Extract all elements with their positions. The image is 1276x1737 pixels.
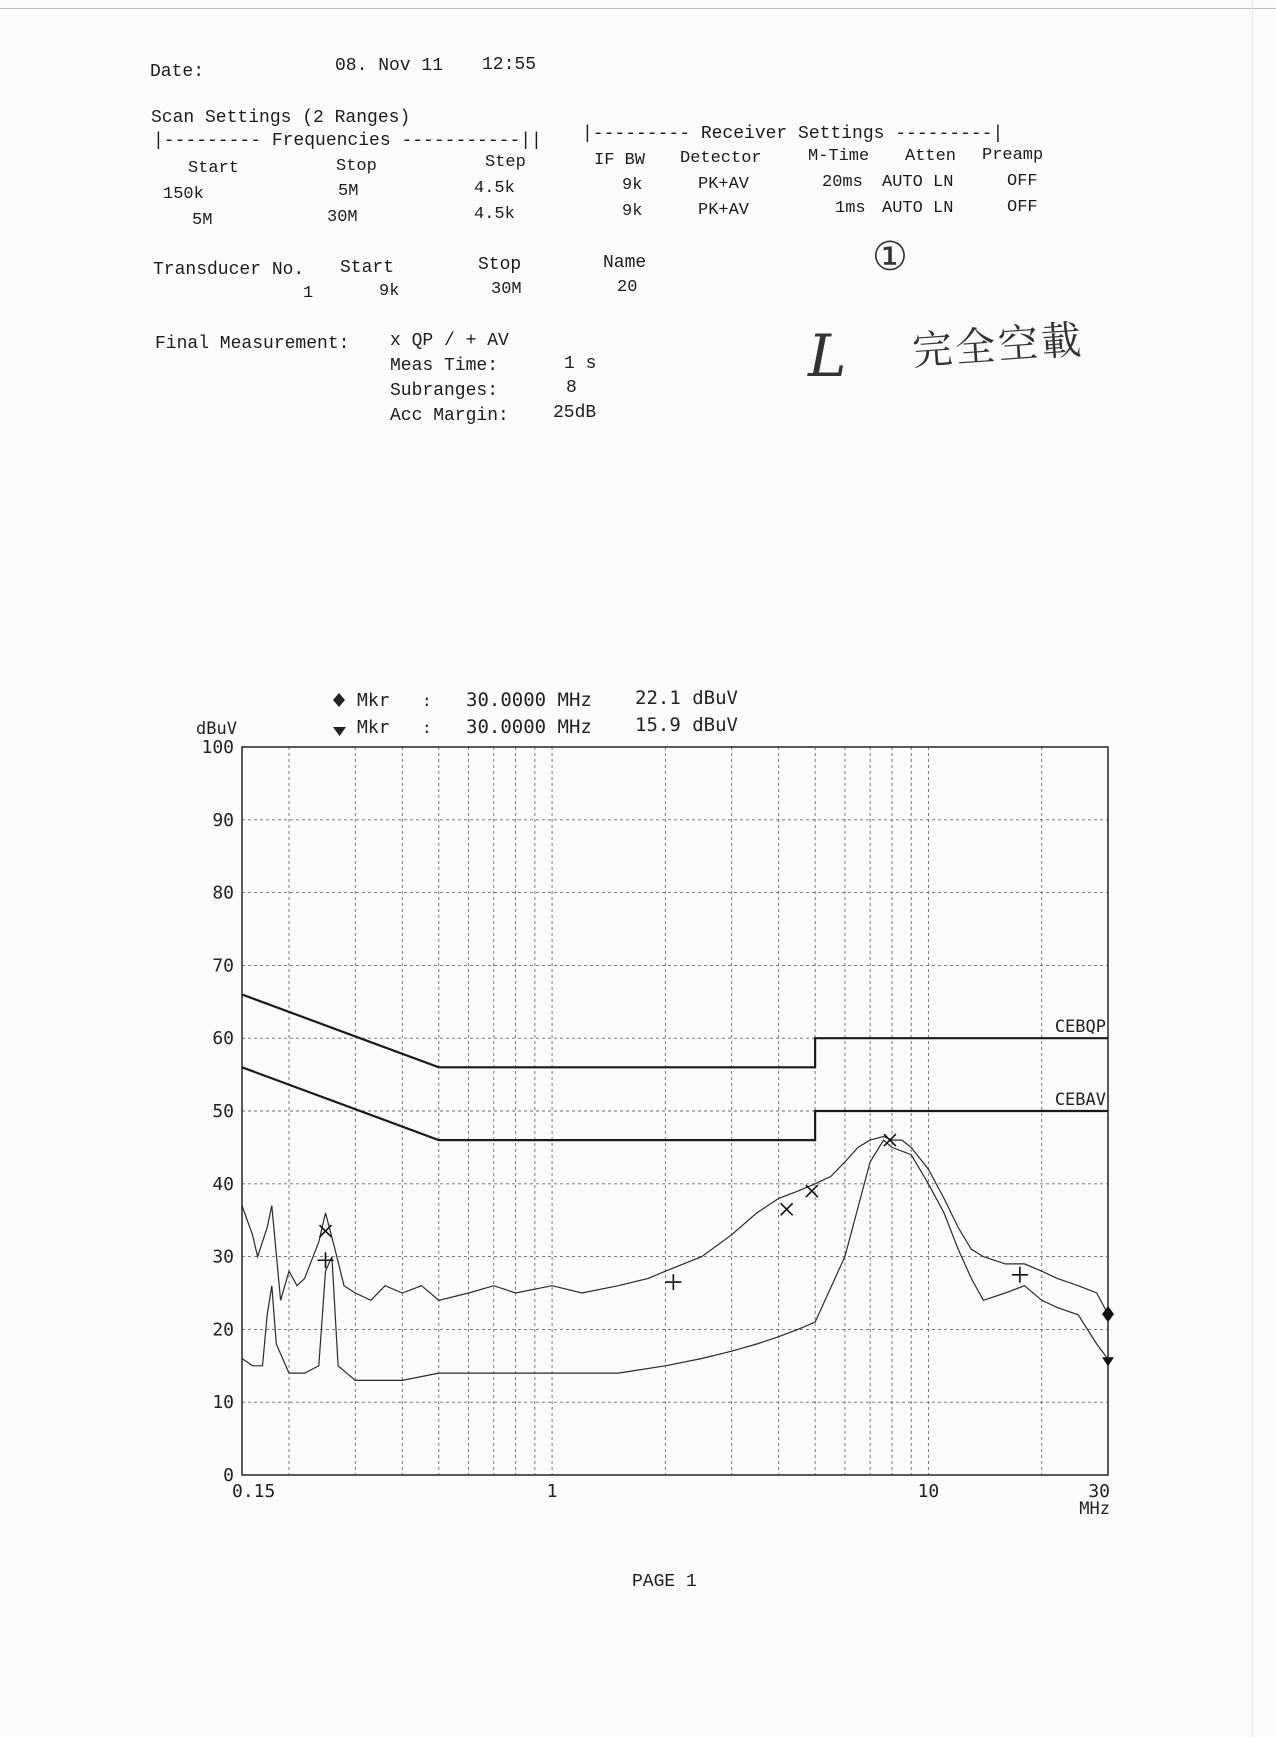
y-tick-label: 80 <box>212 882 234 904</box>
x-tick-label: 0.15 <box>232 1481 276 1502</box>
marker-readout-1 <box>333 687 738 711</box>
row2-step: 4.5k <box>474 205 515 224</box>
x-tick-label: 30 <box>1088 1481 1110 1502</box>
marker-1-freq: 30.0000 MHz <box>466 689 592 711</box>
transducer-no-value: 1 <box>303 284 314 303</box>
frequencies-banner: |--------- Frequencies -----------|| <box>153 131 542 151</box>
transducer-stop-value: 30M <box>491 280 522 299</box>
col-start-header: Start <box>188 159 240 178</box>
page-number: PAGE 1 <box>632 1572 697 1592</box>
trace-series <box>242 1137 1108 1381</box>
row2-atten: AUTO LN <box>882 199 954 218</box>
meas-time-value: 1 s <box>564 354 597 374</box>
measurement-markers <box>317 1134 1114 1366</box>
transducer-stop-header: Stop <box>478 255 522 275</box>
transducer-name-value: 20 <box>617 278 638 297</box>
acc-margin-label: Acc Margin: <box>390 406 509 426</box>
acc-margin-value: 25dB <box>553 403 597 423</box>
col-stop-header: Stop <box>336 157 377 176</box>
col-preamp-header: Preamp <box>982 146 1044 165</box>
row1-mtime: 20ms <box>822 173 863 192</box>
axis-ticks <box>201 737 1110 1502</box>
qp-marker-x <box>806 1185 818 1197</box>
triangle-down-filled-icon <box>1102 1357 1114 1366</box>
y-tick-label: 10 <box>212 1392 234 1414</box>
marker-2-sep: : <box>422 718 432 737</box>
y-tick-label: 90 <box>212 809 234 831</box>
col-detector-header: Detector <box>680 149 762 168</box>
transducer-no-header: Transducer No. <box>153 260 305 280</box>
marker-2-level: 15.9 dBuV <box>635 714 738 736</box>
subranges-value: 8 <box>566 378 577 398</box>
handwritten-line-label: L <box>808 322 847 390</box>
av-marker-plus <box>665 1274 681 1290</box>
handwritten-note: 完全空載 <box>910 317 1086 375</box>
col-mtime-header: M-Time <box>808 147 870 166</box>
y-tick-label: 50 <box>212 1101 234 1122</box>
subranges-label: Subranges: <box>390 381 499 401</box>
marker-1-level: 22.1 dBuV <box>635 687 738 709</box>
scan-settings-title: Scan Settings (2 Ranges) <box>151 108 411 128</box>
trace-average <box>242 1140 1108 1380</box>
y-tick-label: 100 <box>201 737 234 758</box>
marker-1-label: Mkr <box>357 690 390 711</box>
row1-atten: AUTO LN <box>882 173 954 192</box>
handwritten-circled-one: ① <box>872 234 908 280</box>
y-tick-label: 70 <box>212 955 234 977</box>
row2-start: 5M <box>192 211 213 230</box>
transducer-name-header: Name <box>603 253 647 273</box>
row1-start: 150k <box>163 185 204 204</box>
row1-step: 4.5k <box>474 179 515 198</box>
x-axis-unit-label: MHz <box>1079 1499 1110 1519</box>
row2-preamp: OFF <box>1007 198 1038 217</box>
y-tick-label: 60 <box>212 1028 234 1050</box>
final-measurement-label: Final Measurement: <box>155 334 350 354</box>
x-tick-label: 1 <box>546 1481 558 1502</box>
receiver-settings-banner: |--------- Receiver Settings ---------| <box>582 124 1004 144</box>
limit-label-cebqp: CEBQP <box>1054 1017 1106 1038</box>
col-step-header: Step <box>485 153 526 172</box>
date-value: 08. Nov 11 <box>335 56 444 76</box>
final-detectors: x QP / + AV <box>390 331 509 351</box>
row2-mtime: 1ms <box>835 199 866 218</box>
row1-stop: 5M <box>338 182 359 201</box>
limit-lines <box>242 995 1108 1141</box>
trace-peak <box>242 1137 1108 1315</box>
marker-1-sep: : <box>422 691 432 710</box>
marker-readout-2 <box>333 714 738 738</box>
col-atten-header: Atten <box>905 147 957 166</box>
y-tick-label: 40 <box>212 1173 234 1195</box>
col-ifbw-header: IF BW <box>594 151 646 170</box>
marker-2-label: Mkr <box>357 717 390 738</box>
y-tick-label: 30 <box>212 1246 234 1268</box>
av-marker-plus <box>1012 1267 1028 1283</box>
meas-time-label: Meas Time: <box>390 356 499 376</box>
y-tick-label: 20 <box>212 1319 234 1341</box>
diamond-filled-icon <box>333 693 345 707</box>
y-tick-label: 0 <box>223 1465 234 1486</box>
date-label: Date: <box>150 62 205 82</box>
row1-preamp: OFF <box>1007 172 1038 191</box>
diamond-filled-icon <box>1102 1306 1114 1322</box>
transducer-start-value: 9k <box>379 282 400 301</box>
triangle-down-filled-icon <box>333 727 346 736</box>
limit-line-cebav <box>242 1067 1108 1140</box>
row2-stop: 30M <box>327 208 358 227</box>
time-value: 12:55 <box>482 55 537 75</box>
marker-2-freq: 30.0000 MHz <box>466 716 592 738</box>
av-marker-plus <box>317 1252 333 1268</box>
x-tick-label: 10 <box>917 1481 940 1502</box>
limit-line-cebqp <box>242 995 1108 1068</box>
row1-detector: PK+AV <box>698 175 750 194</box>
y-axis-label: dBuV <box>196 719 237 739</box>
row2-ifbw: 9k <box>622 202 643 221</box>
qp-marker-x <box>781 1203 793 1215</box>
row1-ifbw: 9k <box>622 176 643 195</box>
transducer-start-header: Start <box>340 258 395 278</box>
row2-detector: PK+AV <box>698 201 750 220</box>
limit-label-cebav: CEBAV <box>1054 1090 1106 1110</box>
